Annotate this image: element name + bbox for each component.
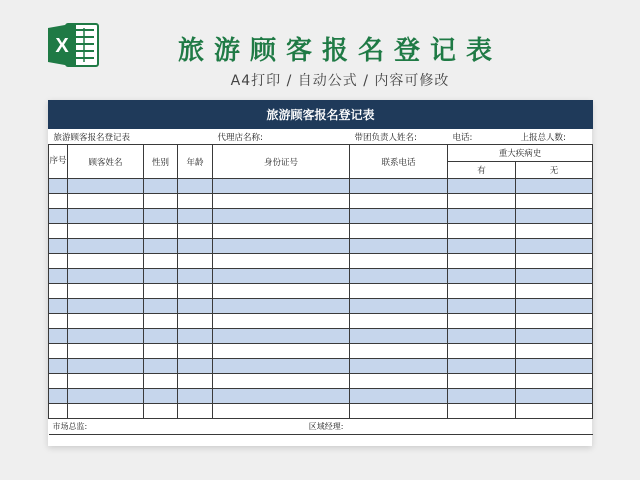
table-cell[interactable]: [49, 224, 68, 239]
table-cell[interactable]: [178, 344, 213, 359]
table-cell[interactable]: [213, 209, 350, 224]
table-cell[interactable]: [213, 344, 350, 359]
table-cell[interactable]: [448, 329, 516, 344]
table-cell[interactable]: [350, 224, 448, 239]
table-cell[interactable]: [68, 314, 144, 329]
table-cell[interactable]: [144, 314, 178, 329]
table-cell[interactable]: [68, 269, 144, 284]
table-cell[interactable]: [49, 404, 68, 419]
table-cell[interactable]: [178, 284, 213, 299]
table-cell[interactable]: [516, 389, 593, 404]
table-cell[interactable]: [350, 299, 448, 314]
table-cell[interactable]: [350, 359, 448, 374]
table-cell[interactable]: [516, 224, 593, 239]
table-cell[interactable]: [448, 374, 516, 389]
table-cell[interactable]: [448, 179, 516, 194]
table-cell[interactable]: [448, 314, 516, 329]
table-cell[interactable]: [448, 194, 516, 209]
table-cell[interactable]: [178, 314, 213, 329]
table-cell[interactable]: [350, 179, 448, 194]
table-cell[interactable]: [144, 374, 178, 389]
table-cell[interactable]: [350, 194, 448, 209]
table-cell[interactable]: [213, 239, 350, 254]
market-director-cell[interactable]: 市场总监:: [49, 419, 213, 435]
table-cell[interactable]: [350, 254, 448, 269]
table-cell[interactable]: [68, 194, 144, 209]
table-cell[interactable]: [350, 284, 448, 299]
table-cell[interactable]: [350, 374, 448, 389]
table-cell[interactable]: [448, 224, 516, 239]
table-cell[interactable]: [68, 239, 144, 254]
table-cell[interactable]: [49, 359, 68, 374]
table-cell[interactable]: [350, 314, 448, 329]
table-cell[interactable]: [178, 179, 213, 194]
table-cell[interactable]: [49, 299, 68, 314]
table-cell[interactable]: [144, 179, 178, 194]
table-cell[interactable]: [178, 329, 213, 344]
page-title: 旅游顾客报名登记表: [177, 36, 502, 66]
table-row: [49, 254, 593, 269]
table-cell[interactable]: [144, 194, 178, 209]
table-cell[interactable]: [49, 239, 68, 254]
sheet-banner: 旅游顾客报名登记表: [49, 101, 593, 129]
table-row: [49, 239, 593, 254]
table-cell[interactable]: [516, 194, 593, 209]
table-cell[interactable]: [448, 209, 516, 224]
table-cell[interactable]: [49, 254, 68, 269]
table-cell[interactable]: [178, 224, 213, 239]
table-cell[interactable]: [178, 404, 213, 419]
table-row: [49, 344, 593, 359]
data-rows: [49, 179, 593, 419]
table-cell[interactable]: [144, 239, 178, 254]
table-cell[interactable]: [49, 179, 68, 194]
table-cell[interactable]: [144, 329, 178, 344]
table-cell[interactable]: [178, 299, 213, 314]
table-cell[interactable]: [213, 404, 350, 419]
header-id-card: 身份证号: [213, 145, 350, 179]
header-disease-yes: 有: [448, 162, 516, 179]
table-cell[interactable]: [49, 314, 68, 329]
table-cell[interactable]: [49, 209, 68, 224]
table-cell[interactable]: [350, 389, 448, 404]
table-cell[interactable]: [516, 284, 593, 299]
table-cell[interactable]: [516, 344, 593, 359]
table-cell[interactable]: [516, 209, 593, 224]
table-cell[interactable]: [144, 209, 178, 224]
registration-table: [48, 100, 593, 435]
table-cell[interactable]: [68, 254, 144, 269]
table-cell[interactable]: [68, 404, 144, 419]
table-cell[interactable]: [448, 389, 516, 404]
table-row: [49, 209, 593, 224]
footer-blank-cell[interactable]: [516, 419, 593, 435]
table-cell[interactable]: [68, 209, 144, 224]
phone-cell[interactable]: 电话:: [448, 129, 516, 145]
table-cell[interactable]: [350, 344, 448, 359]
table-cell[interactable]: [144, 389, 178, 404]
table-cell[interactable]: [68, 179, 144, 194]
table-cell[interactable]: [516, 374, 593, 389]
form-name-cell[interactable]: 旅游顾客报名登记表: [49, 129, 213, 145]
table-cell[interactable]: [516, 359, 593, 374]
table-cell[interactable]: [213, 179, 350, 194]
table-cell[interactable]: [68, 359, 144, 374]
table-cell[interactable]: [516, 314, 593, 329]
table-cell[interactable]: [448, 269, 516, 284]
table-cell[interactable]: [448, 344, 516, 359]
table-cell[interactable]: [49, 194, 68, 209]
table-cell[interactable]: [49, 344, 68, 359]
table-row: [49, 314, 593, 329]
table-cell[interactable]: [213, 224, 350, 239]
leader-name-cell[interactable]: 带团负责人姓名:: [350, 129, 448, 145]
table-row: [49, 194, 593, 209]
table-cell[interactable]: [49, 329, 68, 344]
table-row: [49, 404, 593, 419]
table-cell[interactable]: [144, 224, 178, 239]
table-cell[interactable]: [213, 299, 350, 314]
table-cell[interactable]: [213, 194, 350, 209]
table-cell[interactable]: [68, 299, 144, 314]
table-cell[interactable]: [213, 314, 350, 329]
table-cell[interactable]: [178, 269, 213, 284]
table-cell[interactable]: [49, 374, 68, 389]
header-disease-no: 无: [516, 162, 593, 179]
table-cell[interactable]: [350, 404, 448, 419]
table-cell[interactable]: [49, 269, 68, 284]
table-cell[interactable]: [213, 374, 350, 389]
table-row: [49, 299, 593, 314]
header-gender: 性别: [144, 145, 178, 179]
table-cell[interactable]: [49, 389, 68, 404]
regional-manager-cell[interactable]: 区域经理:: [213, 419, 350, 435]
table-cell[interactable]: [213, 254, 350, 269]
table-cell[interactable]: [448, 359, 516, 374]
table-cell[interactable]: [213, 284, 350, 299]
table-cell[interactable]: [448, 254, 516, 269]
table-cell[interactable]: [178, 359, 213, 374]
table-cell[interactable]: [68, 224, 144, 239]
header-seq: 序号: [49, 145, 68, 179]
reporter-count-cell[interactable]: 上报总人数:: [516, 129, 593, 145]
table-cell[interactable]: [516, 179, 593, 194]
table-cell[interactable]: [448, 404, 516, 419]
table-cell[interactable]: [448, 299, 516, 314]
table-row: [49, 284, 593, 299]
spreadsheet: [48, 100, 592, 446]
header-name: 顾客姓名: [68, 145, 144, 179]
table-cell[interactable]: [68, 329, 144, 344]
svg-text:X: X: [55, 35, 69, 57]
table-cell[interactable]: [350, 329, 448, 344]
table-row: [49, 374, 593, 389]
table-cell[interactable]: [178, 254, 213, 269]
table-cell[interactable]: [213, 329, 350, 344]
table-cell[interactable]: [516, 299, 593, 314]
table-cell[interactable]: [516, 269, 593, 284]
table-cell[interactable]: [178, 239, 213, 254]
table-cell[interactable]: [448, 284, 516, 299]
table-cell[interactable]: [516, 329, 593, 344]
table-row: [49, 179, 593, 194]
table-cell[interactable]: [350, 239, 448, 254]
table-cell[interactable]: [144, 344, 178, 359]
table-cell[interactable]: [350, 209, 448, 224]
table-cell[interactable]: [178, 209, 213, 224]
table-cell[interactable]: [144, 269, 178, 284]
table-cell[interactable]: [144, 299, 178, 314]
header-contact: 联系电话: [350, 145, 448, 179]
table-cell[interactable]: [68, 344, 144, 359]
table-cell[interactable]: [144, 254, 178, 269]
table-cell[interactable]: [68, 374, 144, 389]
table-cell[interactable]: [350, 269, 448, 284]
table-row: [49, 224, 593, 239]
header-age: 年龄: [178, 145, 213, 179]
footer-blank-cell[interactable]: [448, 419, 516, 435]
table-cell[interactable]: [516, 254, 593, 269]
table-cell[interactable]: [68, 284, 144, 299]
table-cell[interactable]: [516, 239, 593, 254]
table-cell[interactable]: [178, 374, 213, 389]
table-cell[interactable]: [213, 269, 350, 284]
header-disease: 重大疾病史: [448, 145, 593, 162]
table-row: [49, 389, 593, 404]
table-cell[interactable]: [144, 359, 178, 374]
table-cell[interactable]: [49, 284, 68, 299]
table-cell[interactable]: [68, 389, 144, 404]
page-subtitle: A4打印 / 自动公式 / 内容可修改: [230, 73, 450, 89]
table-cell[interactable]: [178, 389, 213, 404]
table-cell[interactable]: [144, 284, 178, 299]
table-cell[interactable]: [213, 389, 350, 404]
table-row: [49, 359, 593, 374]
table-cell[interactable]: [516, 404, 593, 419]
table-cell[interactable]: [213, 359, 350, 374]
agency-name-cell[interactable]: 代理店名称:: [213, 129, 350, 145]
table-row: [49, 329, 593, 344]
table-cell[interactable]: [144, 404, 178, 419]
footer-blank-cell[interactable]: [350, 419, 448, 435]
table-row: [49, 269, 593, 284]
table-cell[interactable]: [178, 194, 213, 209]
table-cell[interactable]: [448, 239, 516, 254]
